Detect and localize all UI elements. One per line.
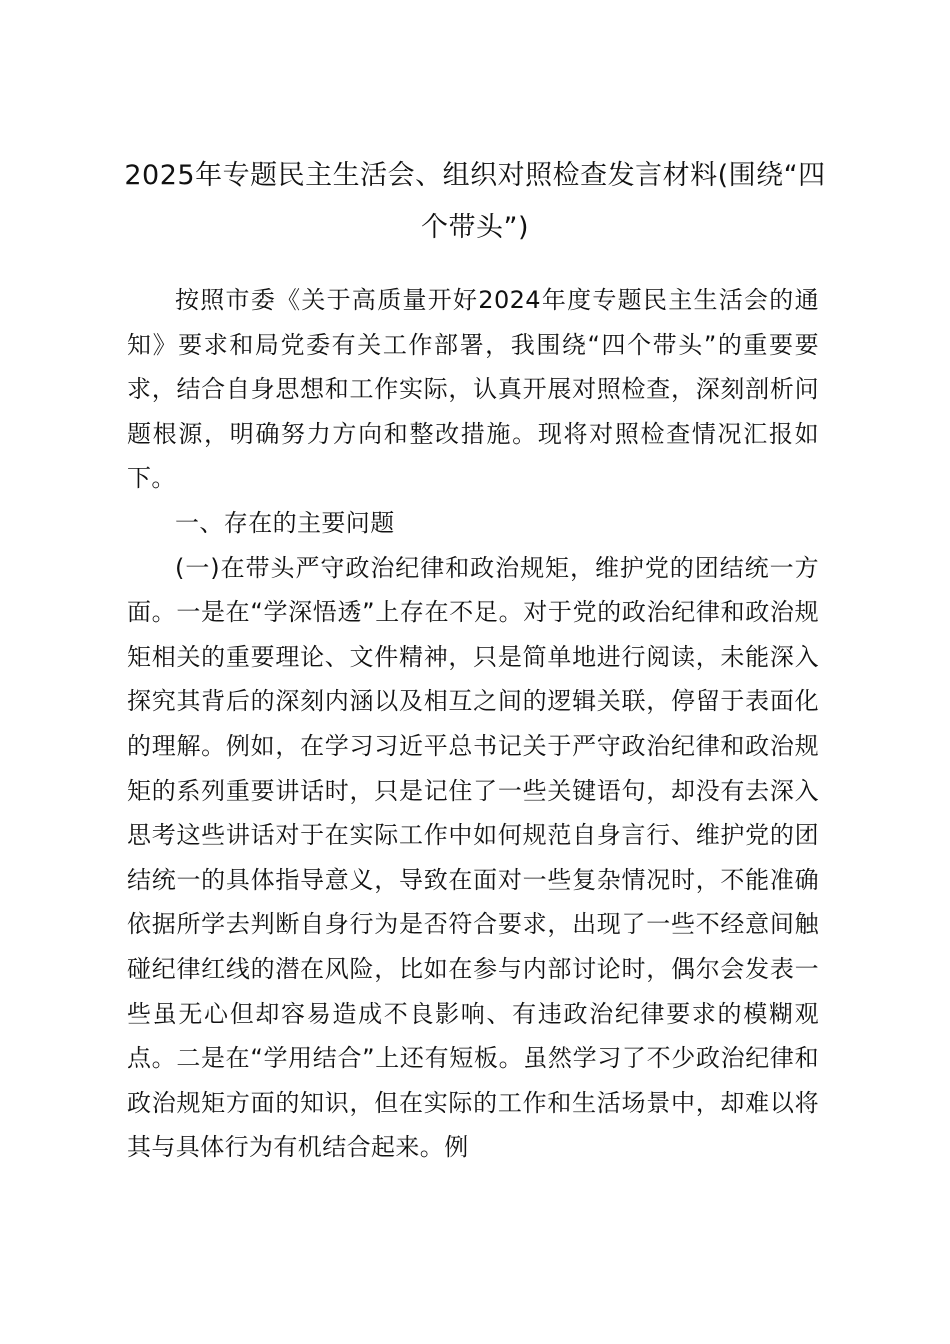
document-title: 2025年专题民主生活会、组织对照检查发言材料(围绕“四个带头”) bbox=[124, 160, 826, 243]
section-heading: 一、存在的主要问题 bbox=[175, 508, 395, 537]
subsection-paragraph: (一)在带头严守政治纪律和政治规矩，维护党的团结统一方面。一是在“学深悟透”上存在不足。对于党的政治纪律和政治规矩相关的重要理论、文件精神，只是简单地进行阅读，未能深入探究其背后的深刻内涵以及相互之间的逻辑关联，停留于表面化的理解。例如，在学习习近平总书记关于严守政治纪律和政治规矩的系列重要讲话时，只是记住了一些关键语句，却没有去深入思考这些讲话对于在实际工作中如何规范自身言行、维护党的团结统一的具体指导意义，导致在面对一些复杂情况时，不能准确依据所学去判断自身行为是否符合要求，出现了一些不经意间触碰纪律红线的潜在风险，比如在参与内部讨论时，偶尔会发表一些虽无心但却容易造成不良影响、有违政治纪律要求的模糊观点。二是在“学用结合”上还有短板。虽然学习了不少政治纪律和政治规矩方面的知识，但在实际的工作和生活场景中，却难以将其与具体行为有机结合起来。例 bbox=[127, 553, 819, 1162]
document-body bbox=[127, 278, 819, 1170]
intro-paragraph: 按照市委《关于高质量开好2024年度专题民主生活会的通知》要求和局党委有关工作部署，我围绕“四个带头”的重要要求，结合自身思想和工作实际，认真开展对照检查，深刻剖析问题根源，明确努力方向和整改措施。现将对照检查情况汇报如下。 bbox=[127, 286, 819, 493]
